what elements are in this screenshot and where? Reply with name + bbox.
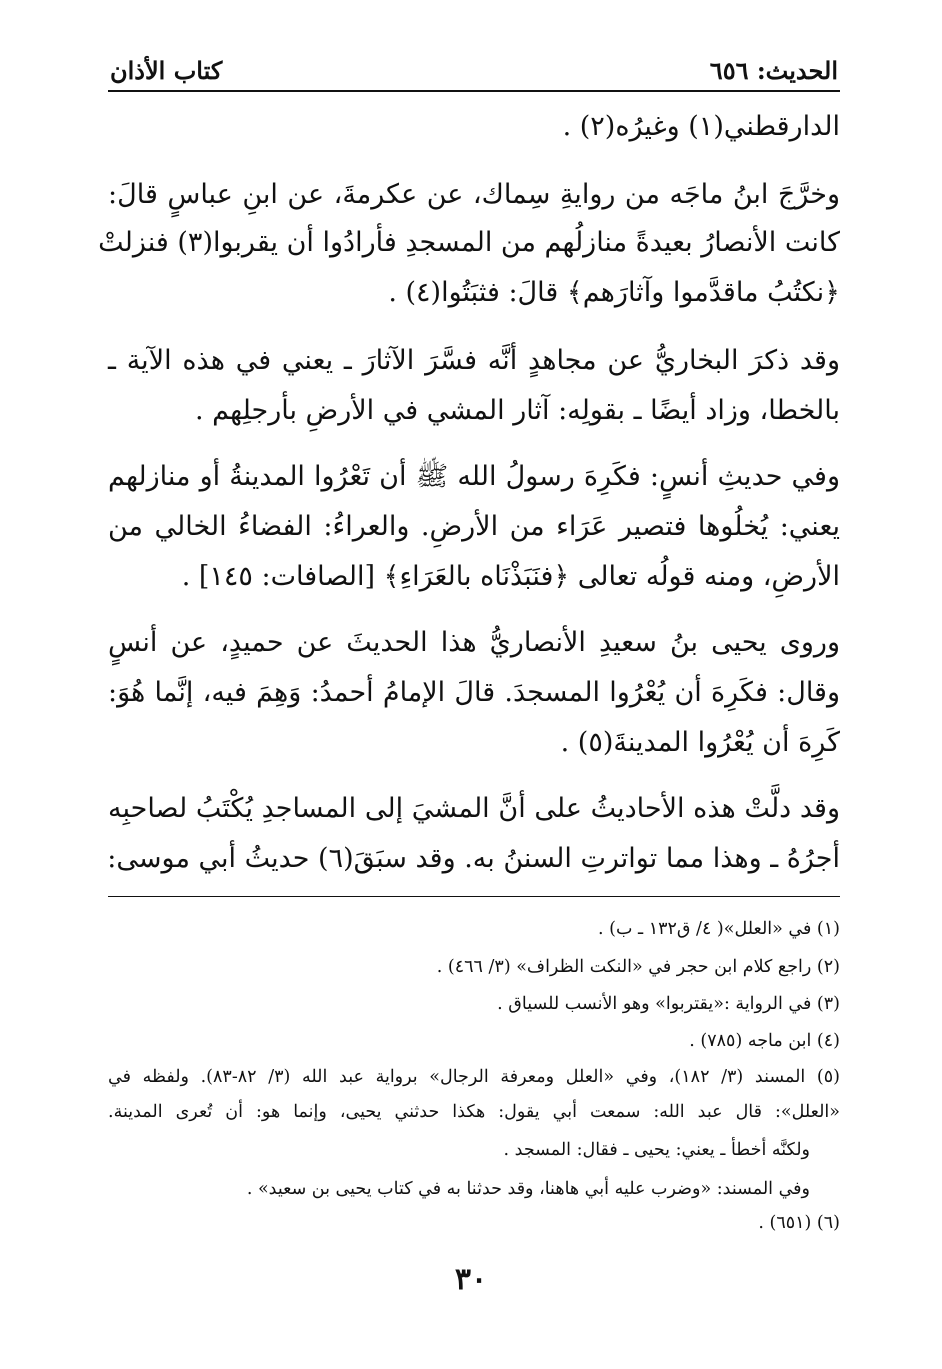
footnote: (٤) ابن ماجه (٧٨٥) . [689, 1031, 840, 1051]
body-line: ﴿نكتُبُ ماقدَّموا وآثارَهم﴾ قالَ: فثبَتُوا(٤) . [388, 277, 840, 308]
footnote: وفي المسند: «وضرب عليه أبي هاهنا، وقد حدثنا به في كتاب يحيى بن سعيد» . [246, 1179, 810, 1199]
body-line: يعني: يُخلُوها فتصير عَرَاء من الأرضِ. والعراءُ: الفضاءُ الخالي من [108, 511, 840, 542]
body-line: الدارقطني(١) وغيرُه(٢) . [562, 111, 840, 142]
book-title: كتاب الأذان [110, 56, 223, 85]
body-line: وقد دلَّتْ هذه الأحاديثُ على أنَّ المشيَ إلى المساجدِ يُكْتَبُ لصاحبِه [108, 793, 840, 824]
footnote: (٣) في الرواية :«يقتربوا» وهو الأنسب للسياق . [497, 994, 840, 1014]
body-line: وقد ذكرَ البخاريُّ عن مجاهدٍ أنَّه فسَّرَ الآثارَ ـ يعني في هذه الآية ـ [108, 345, 840, 376]
footnote: ولكنَّه أخطأ ـ يعني: يحيى ـ فقال: المسجد . [503, 1140, 810, 1160]
body-line: وخرَّجَ ابنُ ماجَه من روايةِ سِماك، عن عكرمةَ، عن ابنِ عباسٍ قالَ: [108, 179, 840, 210]
body-line: وروى يحيى بنُ سعيدِ الأنصاريُّ هذا الحديثَ عن حميدٍ، عن أنسٍ [108, 627, 840, 658]
footnote: (٢) راجع كلام ابن حجر في «النكت الظراف» (٣/ ٤٦٦) . [436, 957, 840, 977]
body-line: وقال: فكَرِهَ أن يُعْرُوا المسجدَ. قالَ الإمامُ أحمدُ: وَهِمَ فيه، إنَّما هُوَ: [108, 677, 840, 708]
body-line: كانت الأنصارُ بعيدةً منازلُهم من المسجدِ فأرادُوا أن يقربوا(٣) فنزلتْ [98, 227, 840, 258]
page-number: ٣٠ [454, 1262, 488, 1297]
header-divider [108, 90, 840, 92]
body-line: كَرِهَ أن يُعْرُوا المدينةَ(٥) . [560, 727, 840, 758]
body-line: أجرُهُ ـ وهذا مما تواترتِ السننُ به. وقد سبَقَ(٦) حديثُ أبي موسى: [107, 843, 840, 874]
body-line: الأرضِ، ومنه قولُه تعالى ﴿فنَبَذْنَاه بالعَرَاءِ﴾ [الصافات: ١٤٥] . [181, 561, 840, 592]
hadith-number-label: الحديث: ٦٥٦ [709, 56, 838, 85]
body-line: بالخطا، وزاد أيضًا ـ بقولِه: آثار المشي في الأرضِ بأرجلِهم . [194, 395, 840, 426]
footnote: (١) في «العلل»( ٤/ ق١٣٢ ـ ب) . [598, 919, 840, 939]
footnote-divider [108, 896, 840, 897]
footnote: «العلل»: قال عبد الله: سمعت أبي يقول: هكذا حدثني يحيى، وإنما هو: أن تُعرى المدينة. [108, 1102, 840, 1122]
footnote: (٦) (٦٥١) . [758, 1213, 840, 1233]
footnote: (٥) المسند (٣/ ١٨٢)، وفي «العلل ومعرفة الرجال» برواية عبد الله (٣/ ٨٢-٨٣). ولفظه في [108, 1067, 840, 1087]
body-line: وفي حديثِ أنسٍ: فكَرِهَ رسولُ الله ﷺ أن تَعْرُوا المدينةُ أو منازلهم [108, 461, 840, 492]
running-header [110, 56, 838, 90]
